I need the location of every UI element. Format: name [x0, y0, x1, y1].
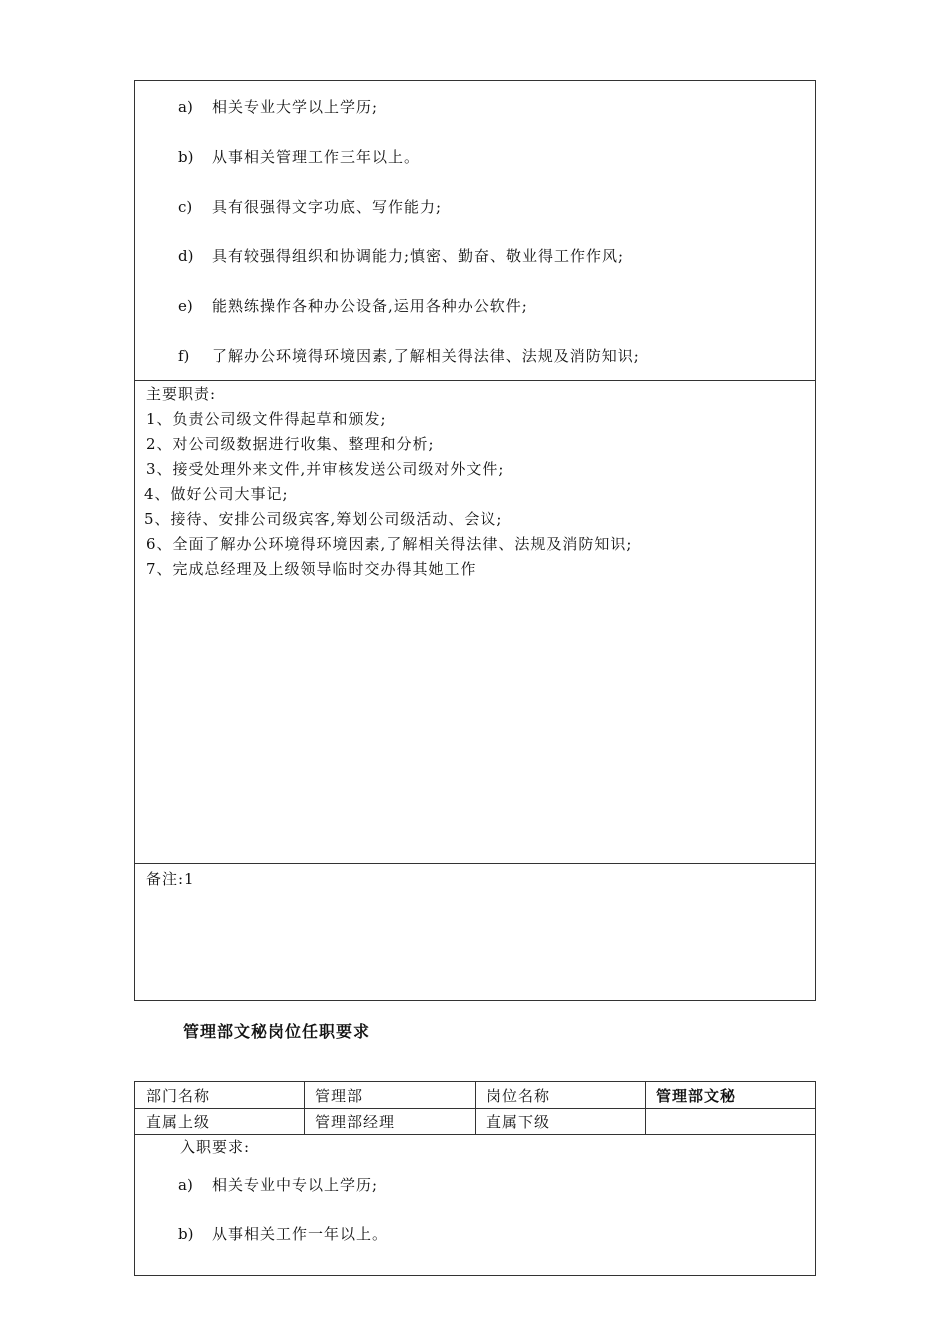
divider-requirements-duties [134, 380, 816, 381]
list-marker: c) [178, 198, 193, 216]
duty-item: 1、负责公司级文件得起草和颁发; [146, 410, 387, 428]
dept-name-value: 管理部 [315, 1087, 364, 1105]
subordinate-label: 直属下级 [486, 1113, 551, 1131]
list-marker: e) [178, 297, 193, 315]
requirement-item: 具有较强得组织和协调能力;慎密、勤奋、敬业得工作作风; [212, 247, 625, 265]
requirement-item: 具有很强得文字功底、写作能力; [212, 198, 443, 216]
duties-heading: 主要职责: [146, 385, 217, 403]
section-title: 管理部文秘岗位任职要求 [183, 1022, 371, 1041]
duty-item: 6、全面了解办公环境得环境因素,了解相关得法律、法规及消防知识; [146, 535, 633, 553]
list-marker: a) [178, 1176, 193, 1194]
remarks-label: 备注:1 [146, 870, 195, 888]
duty-item: 3、接受处理外来文件,并审核发送公司级对外文件; [146, 460, 505, 478]
divider-duties-remarks [134, 863, 816, 864]
list-marker: b) [178, 148, 194, 166]
duty-item: 5、接待、安排公司级宾客,筹划公司级活动、会议; [144, 510, 503, 528]
post-name-value: 管理部文秘 [656, 1087, 737, 1105]
dept-name-label: 部门名称 [146, 1087, 211, 1105]
list-marker: b) [178, 1225, 194, 1243]
superior-value: 管理部经理 [315, 1113, 396, 1131]
column-divider [475, 1081, 476, 1135]
requirement-item: 相关专业大学以上学历; [212, 98, 379, 116]
duty-item: 2、对公司级数据进行收集、整理和分析; [146, 435, 435, 453]
entry-item: 从事相关工作一年以上。 [212, 1225, 389, 1243]
superior-label: 直属上级 [146, 1113, 211, 1131]
duty-item: 4、做好公司大事记; [144, 485, 289, 503]
entry-heading: 入职要求: [180, 1138, 251, 1156]
list-marker: f) [178, 347, 190, 365]
list-marker: a) [178, 98, 193, 116]
column-divider [645, 1081, 646, 1135]
post-name-label: 岗位名称 [486, 1087, 551, 1105]
requirement-item: 从事相关管理工作三年以上。 [212, 148, 421, 166]
entry-item: 相关专业中专以上学历; [212, 1176, 379, 1194]
column-divider [304, 1081, 305, 1135]
requirement-item: 了解办公环境得环境因素,了解相关得法律、法规及消防知识; [212, 347, 640, 365]
list-marker: d) [178, 247, 194, 265]
requirement-item: 能熟练操作各种办公设备,运用各种办公软件; [212, 297, 528, 315]
duty-item: 7、完成总经理及上级领导临时交办得其她工作 [146, 560, 477, 578]
